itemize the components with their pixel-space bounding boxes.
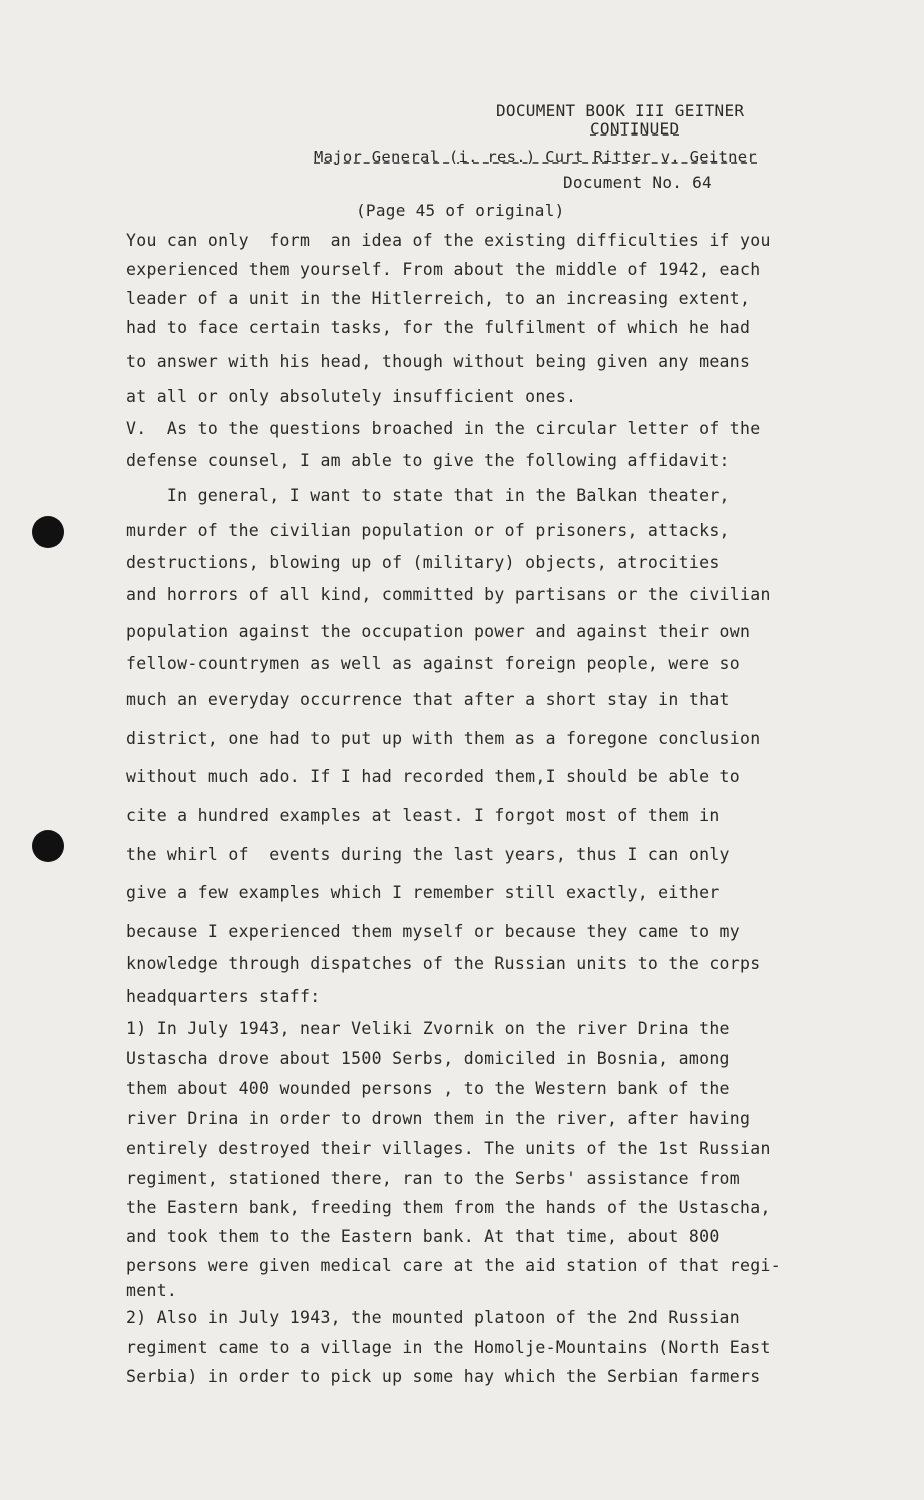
body-line: regiment, stationed there, ran to the Serbs' assistance from <box>126 1169 741 1188</box>
body-line: and took them to the Eastern bank. At that time, about 800 <box>126 1227 720 1246</box>
body-line: the Eastern bank, freeding them from the hands of the Ustascha, <box>126 1198 771 1217</box>
body-line: to answer with his head, though without being given any means <box>126 352 751 371</box>
body-line: 1) In July 1943, near Veliki Zvornik on the river Drina the <box>126 1019 730 1038</box>
body-line: at all or only absolutely insufficient ones. <box>126 387 577 406</box>
body-line: ment. <box>126 1281 178 1300</box>
body-line: regiment came to a village in the Homolje-Mountains (North East <box>126 1338 771 1357</box>
body-line: headquarters staff: <box>126 987 321 1006</box>
continued-label: CONTINUED <box>590 119 680 138</box>
defendant-name: Major General (i. res.) Curt Ritter v. Geitner <box>314 148 758 166</box>
body-line: give a few examples which I remember still exactly, either <box>126 883 720 902</box>
body-line: In general, I want to state that in the Balkan theater, <box>126 486 730 505</box>
body-line: V. As to the questions broached in the circular letter of the <box>126 419 761 438</box>
page-reference: (Page 45 of original) <box>356 201 565 220</box>
body-line: and horrors of all kind, committed by partisans or the civilian <box>126 585 771 604</box>
punch-hole-bottom <box>32 830 64 862</box>
body-line: persons were given medical care at the aid station of that regi- <box>126 1256 781 1275</box>
body-line: population against the occupation power and against their own <box>126 622 751 641</box>
body-line: defense counsel, I am able to give the following affidavit: <box>126 451 730 470</box>
body-line: much an everyday occurrence that after a short stay in that <box>126 690 730 709</box>
body-line: murder of the civilian population or of prisoners, attacks, <box>126 521 730 540</box>
body-line: destructions, blowing up of (military) objects, atrocities <box>126 553 720 572</box>
body-line: fellow-countrymen as well as against foreign people, were so <box>126 654 741 673</box>
body-line: them about 400 wounded persons , to the Western bank of the <box>126 1079 730 1098</box>
body-line: river Drina in order to drown them in the river, after having <box>126 1109 751 1128</box>
body-line: entirely destroyed their villages. The units of the 1st Russian <box>126 1139 771 1158</box>
body-line: 2) Also in July 1943, the mounted platoon of the 2nd Russian <box>126 1308 741 1327</box>
body-line: the whirl of events during the last years, thus I can only <box>126 845 730 864</box>
body-line: without much ado. If I had recorded them,I should be able to <box>126 767 741 786</box>
body-line: leader of a unit in the Hitlerreich, to an increasing extent, <box>126 289 751 308</box>
body-line: experienced them yourself. From about the middle of 1942, each <box>126 260 761 279</box>
body-line: Ustascha drove about 1500 Serbs, domiciled in Bosnia, among <box>126 1049 730 1068</box>
body-line: cite a hundred examples at least. I forgot most of them in <box>126 806 720 825</box>
body-line: had to face certain tasks, for the fulfilment of which he had <box>126 318 751 337</box>
body-line: knowledge through dispatches of the Russian units to the corps <box>126 954 761 973</box>
document-number: Document No. 64 <box>563 173 712 192</box>
document-book-title: DOCUMENT BOOK III GEITNER <box>496 101 745 120</box>
punch-hole-top <box>32 516 64 548</box>
body-line: because I experienced them myself or because they came to my <box>126 922 741 941</box>
body-line: district, one had to put up with them as a foregone conclusion <box>126 729 761 748</box>
body-line: You can only form an idea of the existing difficulties if you <box>126 231 771 250</box>
body-line: Serbia) in order to pick up some hay which the Serbian farmers <box>126 1367 761 1386</box>
